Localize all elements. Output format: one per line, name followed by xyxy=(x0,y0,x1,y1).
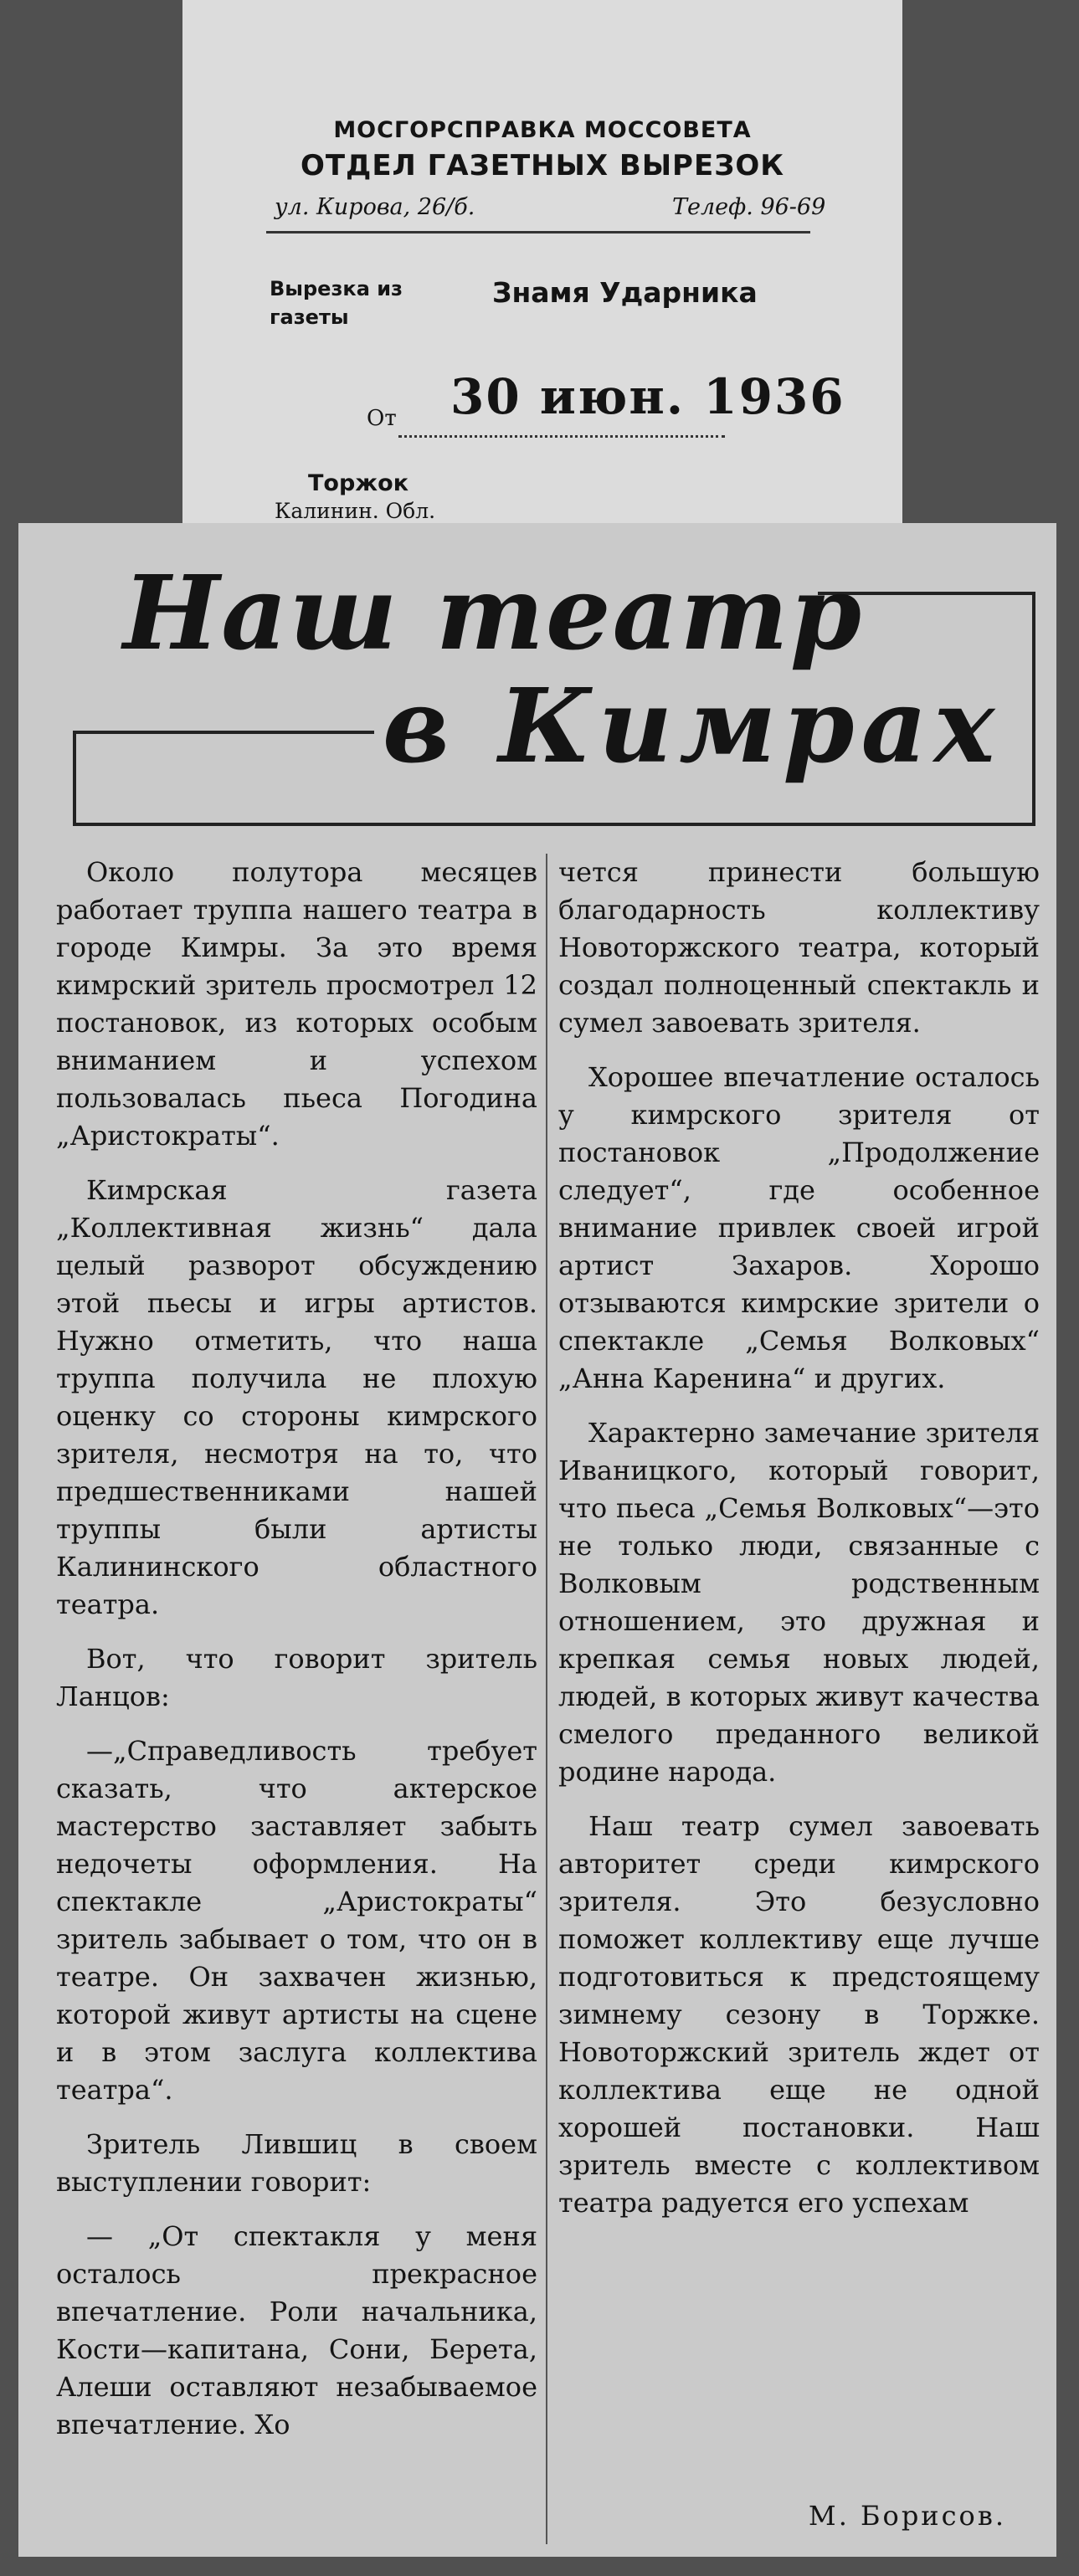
article-paragraph: Кимрская газета „Коллективная жизнь“ дала целый разворот обсуждению этой пьесы и игры артистов. Нужно отметить, что наша труппа получила не плохую оценку со стороны кимрского зрителя, несмотря на то, что предшественниками нашей труппы были артисты Калининского областного театра. xyxy=(56,1174,537,1620)
article-paragraph: чется принести большую благодарность коллективу Новоторжского театра, который создал полноценный спектакль и сумел завоевать зрителя. xyxy=(558,856,1040,1039)
article-column-left xyxy=(56,854,537,2461)
frame-line-bottom xyxy=(73,823,1035,826)
newspaper-clipping xyxy=(18,523,1056,2557)
cut-label: Вырезка из газеты xyxy=(270,277,403,329)
region: Калинин. Обл. xyxy=(275,499,436,523)
headline-line-2: в Кимрах xyxy=(383,665,1002,786)
author-signature: М. Борисов. xyxy=(808,2500,1006,2532)
newspaper-name: Знамя Ударника xyxy=(492,276,758,309)
date-label: От xyxy=(367,406,397,431)
article-paragraph: — „От спектакля у меня осталось прекрасное впечатление. Роли начальника, Кости—капитана, Сони, Берета, Алеши оставляют незабываемое впечатление. Хо xyxy=(56,2220,537,2440)
article-paragraph: Характерно замечание зрителя Иваницкого, который говорит, что пьеса „Семья Волковых“—это не только люди, связанные с Волковым родственным отношением, это дружная и крепкая семья новых людей, людей, в которых живут качества смелого преданного великой родине народа. xyxy=(558,1417,1040,1788)
article-paragraph: —„Справедливость требует сказать, что актерское мастерство заставляет забыть недочеты оформления. На спектакле „Аристократы“ зритель забывает о том, что он в театре. Он захвачен жизнью, которой живут артисты на сцене и в этом заслуга коллектива театра“. xyxy=(56,1735,537,2106)
clipping-service-card xyxy=(182,0,902,536)
address: ул. Кирова, 26/б. xyxy=(275,194,475,220)
city: Торжок xyxy=(308,470,409,496)
headline-line-1: Наш театр xyxy=(123,552,864,673)
frame-line-left xyxy=(73,732,76,824)
article-paragraph: Хорошее впечатление осталось у кимрского зрителя от постановок „Продолжение следует“, где особенное внимание привлек своей игрой артист Захаров. Хорошо отзываются кимрские зрители о спектакле „Семья Волковых“ „Анна Каренина“ и других. xyxy=(558,1061,1040,1394)
frame-line-right xyxy=(1032,592,1035,826)
column-divider xyxy=(546,854,547,2544)
article-paragraph: Зритель Лившиц в своем выступлении говорит: xyxy=(56,2128,537,2198)
article-paragraph: Наш театр сумел завоевать авторитет среди кимрского зрителя. Это безусловно поможет коллективу еще лучше подготовиться к предстоящему зимнему сезону в Торжке. Новоторжский зритель ждет от коллектива еще не одной хорошей постановки. Наш зритель вместе с коллективом театра радуется его успехам xyxy=(558,1810,1040,2219)
date-stamp: 30 июн. 1936 xyxy=(450,368,845,425)
bureau-name: МОСГОРСПРАВКА МОССОВЕТА xyxy=(333,117,752,143)
article-paragraph: Около полутора месяцев работает труппа нашего театра в городе Кимры. За это время кимрский зритель просмотрел 12 постановок, из которых особым вниманием и успехом пользовалась пьеса Погодина „Аристократы“. xyxy=(56,856,537,1152)
frame-line-mid xyxy=(73,731,374,734)
headline-frame xyxy=(64,540,1040,824)
article-paragraph: Вот, что говорит зритель Ланцов: xyxy=(56,1643,537,1712)
card-divider xyxy=(266,231,810,233)
date-dotted-line xyxy=(398,435,725,438)
article-column-right xyxy=(558,854,1040,2239)
phone-number: Телеф. 96-69 xyxy=(672,194,826,220)
department-name: ОТДЕЛ ГАЗЕТНЫХ ВЫРЕЗОК xyxy=(300,149,785,182)
